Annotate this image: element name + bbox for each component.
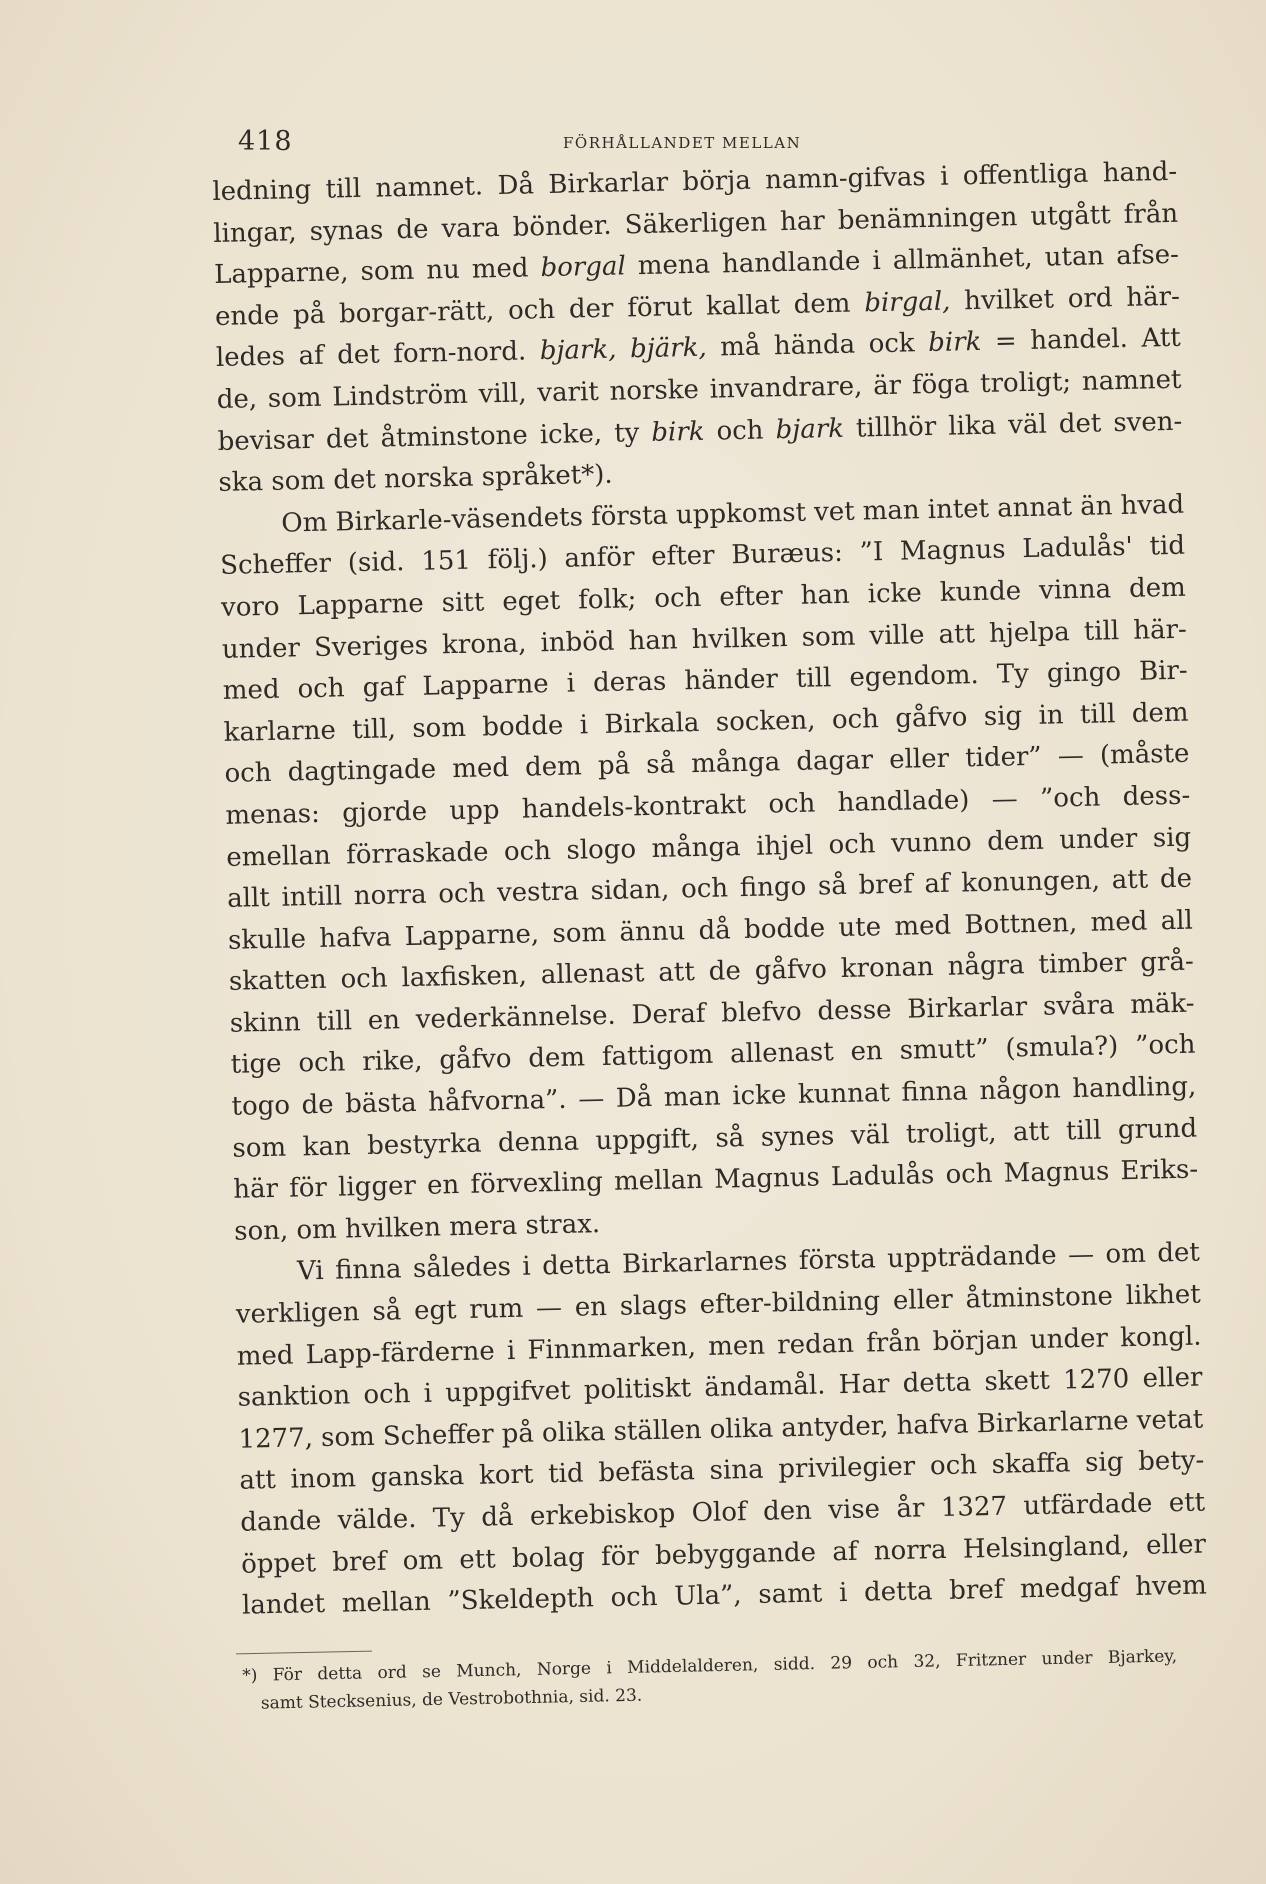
text-line: allt intill norra och vestra sidan, och fingo så bref af konungen, att de — [226, 863, 1193, 914]
text-line: skulle hafva Lapparne, som ännu då bodde ute med Bottnen, med all — [227, 905, 1194, 956]
text-line: verkligen så egt rum — en slags efter-bildning eller åtminstone likhet — [235, 1279, 1201, 1330]
text-line: att inom ganska kort tid befästa sina privilegier och skaffa sig bety- — [239, 1445, 1205, 1497]
text-line: med och gaf Lapparne i deras händer till egendom. Ty gingo Bir- — [222, 655, 1188, 707]
text-line: och dagtingade med dem på så många dagar eller tider” — (måste — [224, 738, 1190, 790]
text-line: karlarne till, som bodde i Birkala socken, och gåfvo sig in till dem — [223, 697, 1189, 748]
footnote — [242, 1642, 1178, 1718]
text-line: som kan bestyrka denna uppgift, så synes väl troligt, att till grund — [232, 1113, 1198, 1164]
text-line: togo de bästa håfvorna”. — Då man icke kunnat finna någon handling, — [231, 1071, 1197, 1122]
text-line: här för ligger en förvexling mellan Magnus Ladulås och Magnus Eriks- — [233, 1154, 1199, 1206]
text-line: tige och rike, gåfvo dem fattigom allenast en smutt” (smula?) ”och — [230, 1030, 1196, 1081]
text-line: skatten och laxfisken, allenast att de gåfvo kronan några timber grå- — [228, 946, 1195, 998]
page-number: 418 — [238, 126, 293, 157]
text-line: lingar, synas de vara bönder. Säkerligen har benämningen utgått från — [212, 198, 1179, 249]
text-line: son, om hvilken mera strax. — [233, 1208, 601, 1247]
text-line: bevisar det åtminstone icke, ty birk och bjark tillhör lika väl det sven- — [217, 406, 1183, 457]
running-head: FÖRHÅLLANDET MELLAN — [563, 134, 802, 152]
footnote-line: samt Stecksenius, de Vestrobothnia, sid. 23. — [260, 1685, 643, 1714]
text-line: emellan förraskade och slogo många ihjel och vunno dem under sig — [226, 822, 1192, 873]
footnote-line: *) För detta ord se Munch, Norge i Middelalderen, sidd. 29 och 32, Fritzner under Bjarkey, — [242, 1646, 1178, 1686]
text-line: sanktion och i uppgifvet politiskt ändamål. Har detta skett 1270 eller — [237, 1362, 1203, 1413]
text-line: Lapparne, som nu med borgal mena handlande i allmänhet, utan afse- — [213, 239, 1180, 291]
text-line: voro Lapparne sitt eget folk; och efter han icke kunde vinna dem — [220, 572, 1187, 623]
text-line: dande välde. Ty då erkebiskop Olof den vise år 1327 utfärdade ett — [239, 1487, 1206, 1538]
text-line: öppet bref om ett bolag för bebyggande af norra Helsingland, eller — [240, 1529, 1207, 1580]
text-line: skinn till en vederkännelse. Deraf blefvo desse Birkarlar svåra mäk- — [229, 988, 1195, 1039]
text-line: 1277, som Scheffer på olika ställen olika antyder, hafva Birkarlarne vetat — [238, 1404, 1204, 1455]
text-line: under Sveriges krona, inböd han hvilken som ville att hjelpa till här- — [221, 614, 1188, 665]
text-line: Scheffer (sid. 151 följ.) anför efter Buræus: ”I Magnus Ladulås' tid — [219, 531, 1186, 582]
body-text — [212, 152, 1207, 1628]
text-line: ledning till namnet. Då Birkarlar börja namn-gifvas i offentliga hand- — [212, 156, 1178, 207]
text-line: menas: gjorde upp handels-kontrakt och handlade) — ”och dess- — [225, 780, 1191, 831]
text-line: ende på borgar-rätt, och der förut kallat dem birgal, hvilket ord här- — [214, 281, 1181, 332]
text-line: Om Birkarle-väsendets första uppkomst vet man intet annat än hvad — [281, 489, 1185, 539]
text-line: ska som det norska språket*). — [218, 459, 613, 499]
text-line: landet mellan ”Skeldepth och Ula”, samt i detta bref medgaf hvem — [241, 1570, 1208, 1621]
text-line: Vi finna således i detta Birkarlarnes första uppträdande — om det — [296, 1237, 1201, 1287]
text-line: de, som Lindström vill, varit norske invandrare, är föga troligt; namnet — [216, 364, 1182, 415]
footnote-rule — [236, 1651, 372, 1655]
text-line: med Lapp-färderne i Finnmarken, men redan från början under kongl. — [236, 1321, 1202, 1372]
text-line: ledes af det forn-nord. bjark, bjärk, må hända ock birk = handel. Att — [215, 323, 1181, 374]
